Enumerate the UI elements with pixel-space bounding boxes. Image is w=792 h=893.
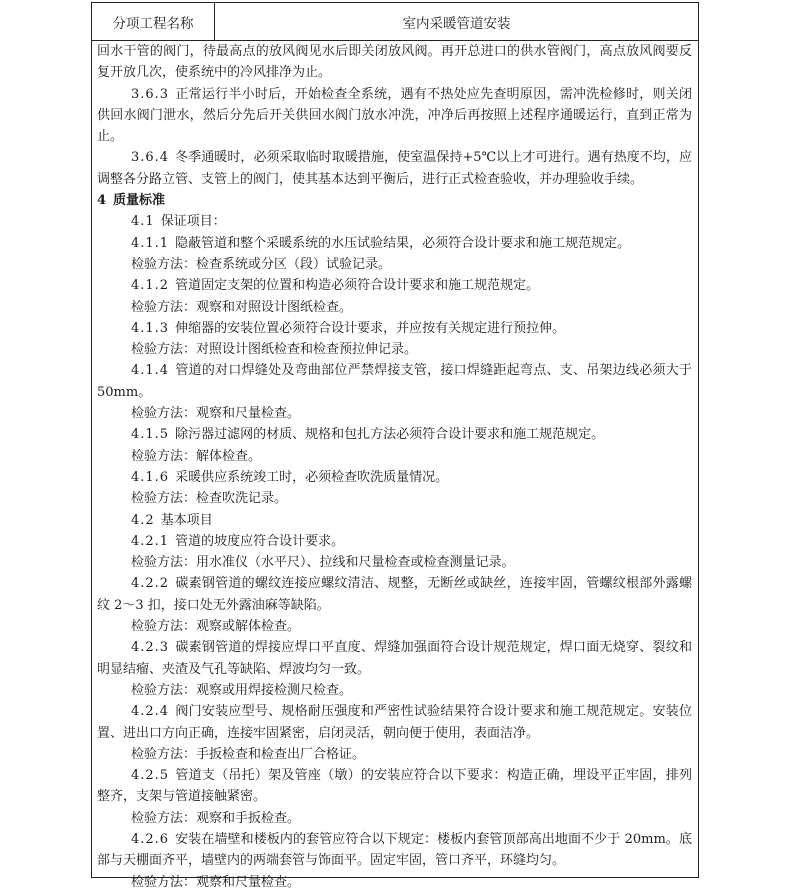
paragraph bbox=[97, 403, 692, 424]
paragraph-text: 检验方法：观察和对照设计图纸检查。 bbox=[131, 299, 353, 315]
paragraph-text: 碳素钢管道的螺纹连接应螺纹清洁、规整，无断丝或缺丝，连接牢固，管螺纹根部外露螺纹 2～3 扣，接口处无外露油麻等缺陷。 bbox=[97, 576, 692, 613]
paragraph bbox=[97, 680, 692, 701]
clause-number: 4.1.2 bbox=[131, 278, 170, 294]
paragraph bbox=[97, 147, 692, 190]
clause-number: 4.2 bbox=[131, 512, 155, 528]
paragraph bbox=[97, 339, 692, 360]
paragraph bbox=[97, 765, 692, 808]
clause-number: 3.6.3 bbox=[131, 86, 170, 102]
paragraph bbox=[97, 701, 692, 744]
paragraph-text: 质量标准 bbox=[113, 193, 166, 209]
paragraph bbox=[97, 637, 692, 680]
paragraph-text: 检验方法：观察和尺量检查。 bbox=[131, 874, 301, 890]
paragraph-text: 检验方法：解体检查。 bbox=[131, 448, 262, 464]
paragraph-text: 安装在墙壁和楼板内的套管应符合以下规定：楼板内套管顶部高出地面不少于 20mm。底部与天棚面齐平，墙壁内的两端套管与饰面平。固定牢固，管口齐平，环缝均匀。 bbox=[97, 831, 692, 869]
paragraph-text: 正常运行半小时后，开始检查全系统，遇有不热处应先查明原因，需冲洗检修时，则关闭供回水阀门泄水，然后分先后开关供回水阀门放水冲洗，冲净后再按照上述程序通暖运行，直到正常为止。 bbox=[97, 86, 692, 145]
clause-number: 4 bbox=[97, 193, 108, 209]
paragraph-text: 检验方法：检查吹洗记录。 bbox=[131, 491, 288, 507]
clause-number: 4.1.4 bbox=[131, 363, 170, 379]
paragraph-text: 管道支（吊托）架及管座（墩）的安装应符合以下要求：构造正确，埋设平正牢固，排列整齐，支架与管道接触紧密。 bbox=[97, 768, 692, 805]
paragraph bbox=[97, 360, 692, 403]
paragraph bbox=[97, 297, 692, 318]
clause-number: 4.1.1 bbox=[131, 235, 170, 251]
clause-number: 4.2.2 bbox=[131, 576, 170, 592]
clause-number: 4.1.5 bbox=[131, 427, 170, 443]
paragraph-text: 碳素钢管道的焊接应焊口平直度、焊缝加强面符合设计规范规定，焊口面无烧穿、裂纹和明显结瘤、夹渣及气孔等缺陷、焊波均匀一致。 bbox=[97, 640, 692, 677]
paragraph bbox=[97, 552, 692, 573]
paragraph bbox=[97, 41, 692, 84]
paragraph bbox=[97, 510, 692, 531]
paragraph-text: 管道的坡度应符合设计要求。 bbox=[175, 533, 345, 549]
paragraph bbox=[97, 275, 692, 296]
paragraph bbox=[97, 211, 692, 232]
clause-number: 4.2.5 bbox=[131, 768, 170, 784]
paragraph bbox=[97, 233, 692, 254]
paragraph-text: 检验方法：观察和手扳检查。 bbox=[131, 810, 301, 826]
paragraph bbox=[97, 616, 692, 637]
clause-number: 4.2.1 bbox=[131, 533, 170, 549]
paragraph bbox=[97, 84, 692, 148]
paragraph bbox=[97, 808, 692, 829]
paragraph-text: 检验方法：观察或用焊接检测尺检查。 bbox=[131, 682, 353, 698]
table-header-row bbox=[92, 3, 698, 41]
paragraph bbox=[97, 254, 692, 275]
clause-number: 4.2.6 bbox=[131, 831, 170, 847]
paragraph-text: 检验方法：用水准仪（水平尺）、拉线和尺量检查或检查测量记录。 bbox=[131, 555, 515, 571]
paragraph bbox=[97, 829, 692, 872]
clause-number: 4.2.3 bbox=[131, 640, 170, 656]
section-heading bbox=[97, 190, 692, 211]
project-name-label: 分项工程名称 bbox=[92, 3, 215, 40]
paragraph-text: 检验方法：观察或解体检查。 bbox=[131, 619, 301, 635]
paragraph bbox=[97, 573, 692, 616]
paragraph-text: 基本项目 bbox=[160, 512, 213, 528]
paragraph bbox=[97, 467, 692, 488]
paragraph bbox=[97, 872, 692, 893]
clause-number: 4.2.4 bbox=[131, 704, 170, 720]
paragraph-text: 管道的对口焊缝处及弯曲部位严禁焊接支管，接口焊缝距起弯点、支、吊架边线必须大于 50mm。 bbox=[97, 363, 692, 400]
paragraph bbox=[97, 424, 692, 445]
paragraph-text: 回水干管的阀门，待最高点的放风阀见水后即关闭放风阀。再开总进口的供水管阀门，高点放风阀要反复开放几次，使系统中的冷风排净为止。 bbox=[97, 44, 692, 81]
paragraph-text: 采暖供应系统竣工时，必须检查吹洗质量情况。 bbox=[175, 469, 449, 485]
paragraph bbox=[97, 531, 692, 552]
paragraph bbox=[97, 318, 692, 339]
paragraph-text: 冬季通暖时，必须采取临时取暖措施，使室温保持+5℃以上才可进行。遇有热度不均，应调整各分路立管、支管上的阀门，使其基本达到平衡后，进行正式检查验收，并办理验收手续。 bbox=[97, 150, 692, 187]
paragraph bbox=[97, 446, 692, 467]
paragraph bbox=[97, 744, 692, 765]
paragraph-text: 伸缩器的安装位置必须符合设计要求，并应按有关规定进行预拉伸。 bbox=[175, 320, 566, 336]
paragraph-text: 管道固定支架的位置和构造必须符合设计要求和施工规范规定。 bbox=[175, 278, 540, 294]
clause-number: 4.1.3 bbox=[131, 320, 170, 336]
project-name-value: 室内采暖管道安装 bbox=[402, 15, 511, 32]
document-body bbox=[97, 41, 692, 890]
clause-number: 3.6.4 bbox=[131, 150, 170, 166]
paragraph-text: 检验方法：检查系统或分区（段）试验记录。 bbox=[131, 256, 392, 272]
clause-number: 4.1.6 bbox=[131, 469, 170, 485]
paragraph-text: 隐蔽管道和整个采暖系统的水压试验结果，必须符合设计要求和施工规范规定。 bbox=[175, 235, 631, 251]
paragraph-text: 检验方法：观察和尺量检查。 bbox=[131, 406, 301, 422]
paragraph-text: 除污器过滤网的材质、规格和包扎方法必须符合设计要求和施工规范规定。 bbox=[175, 427, 605, 443]
document-table bbox=[91, 2, 699, 890]
paragraph-text: 检验方法：对照设计图纸检查和检查预拉伸记录。 bbox=[131, 342, 418, 358]
paragraph-text: 检验方法：手扳检查和检查出厂合格证。 bbox=[131, 746, 366, 762]
paragraph-text: 保证项目： bbox=[160, 214, 226, 230]
clause-number: 4.1 bbox=[131, 214, 155, 230]
paragraph-text: 阀门安装应型号、规格耐压强度和严密性试验结果符合设计要求和施工规范规定。安装位置、进出口方向正确，连接牢固紧密，启闭灵活，朝向便于使用，表面洁净。 bbox=[97, 704, 692, 741]
paragraph bbox=[97, 488, 692, 509]
